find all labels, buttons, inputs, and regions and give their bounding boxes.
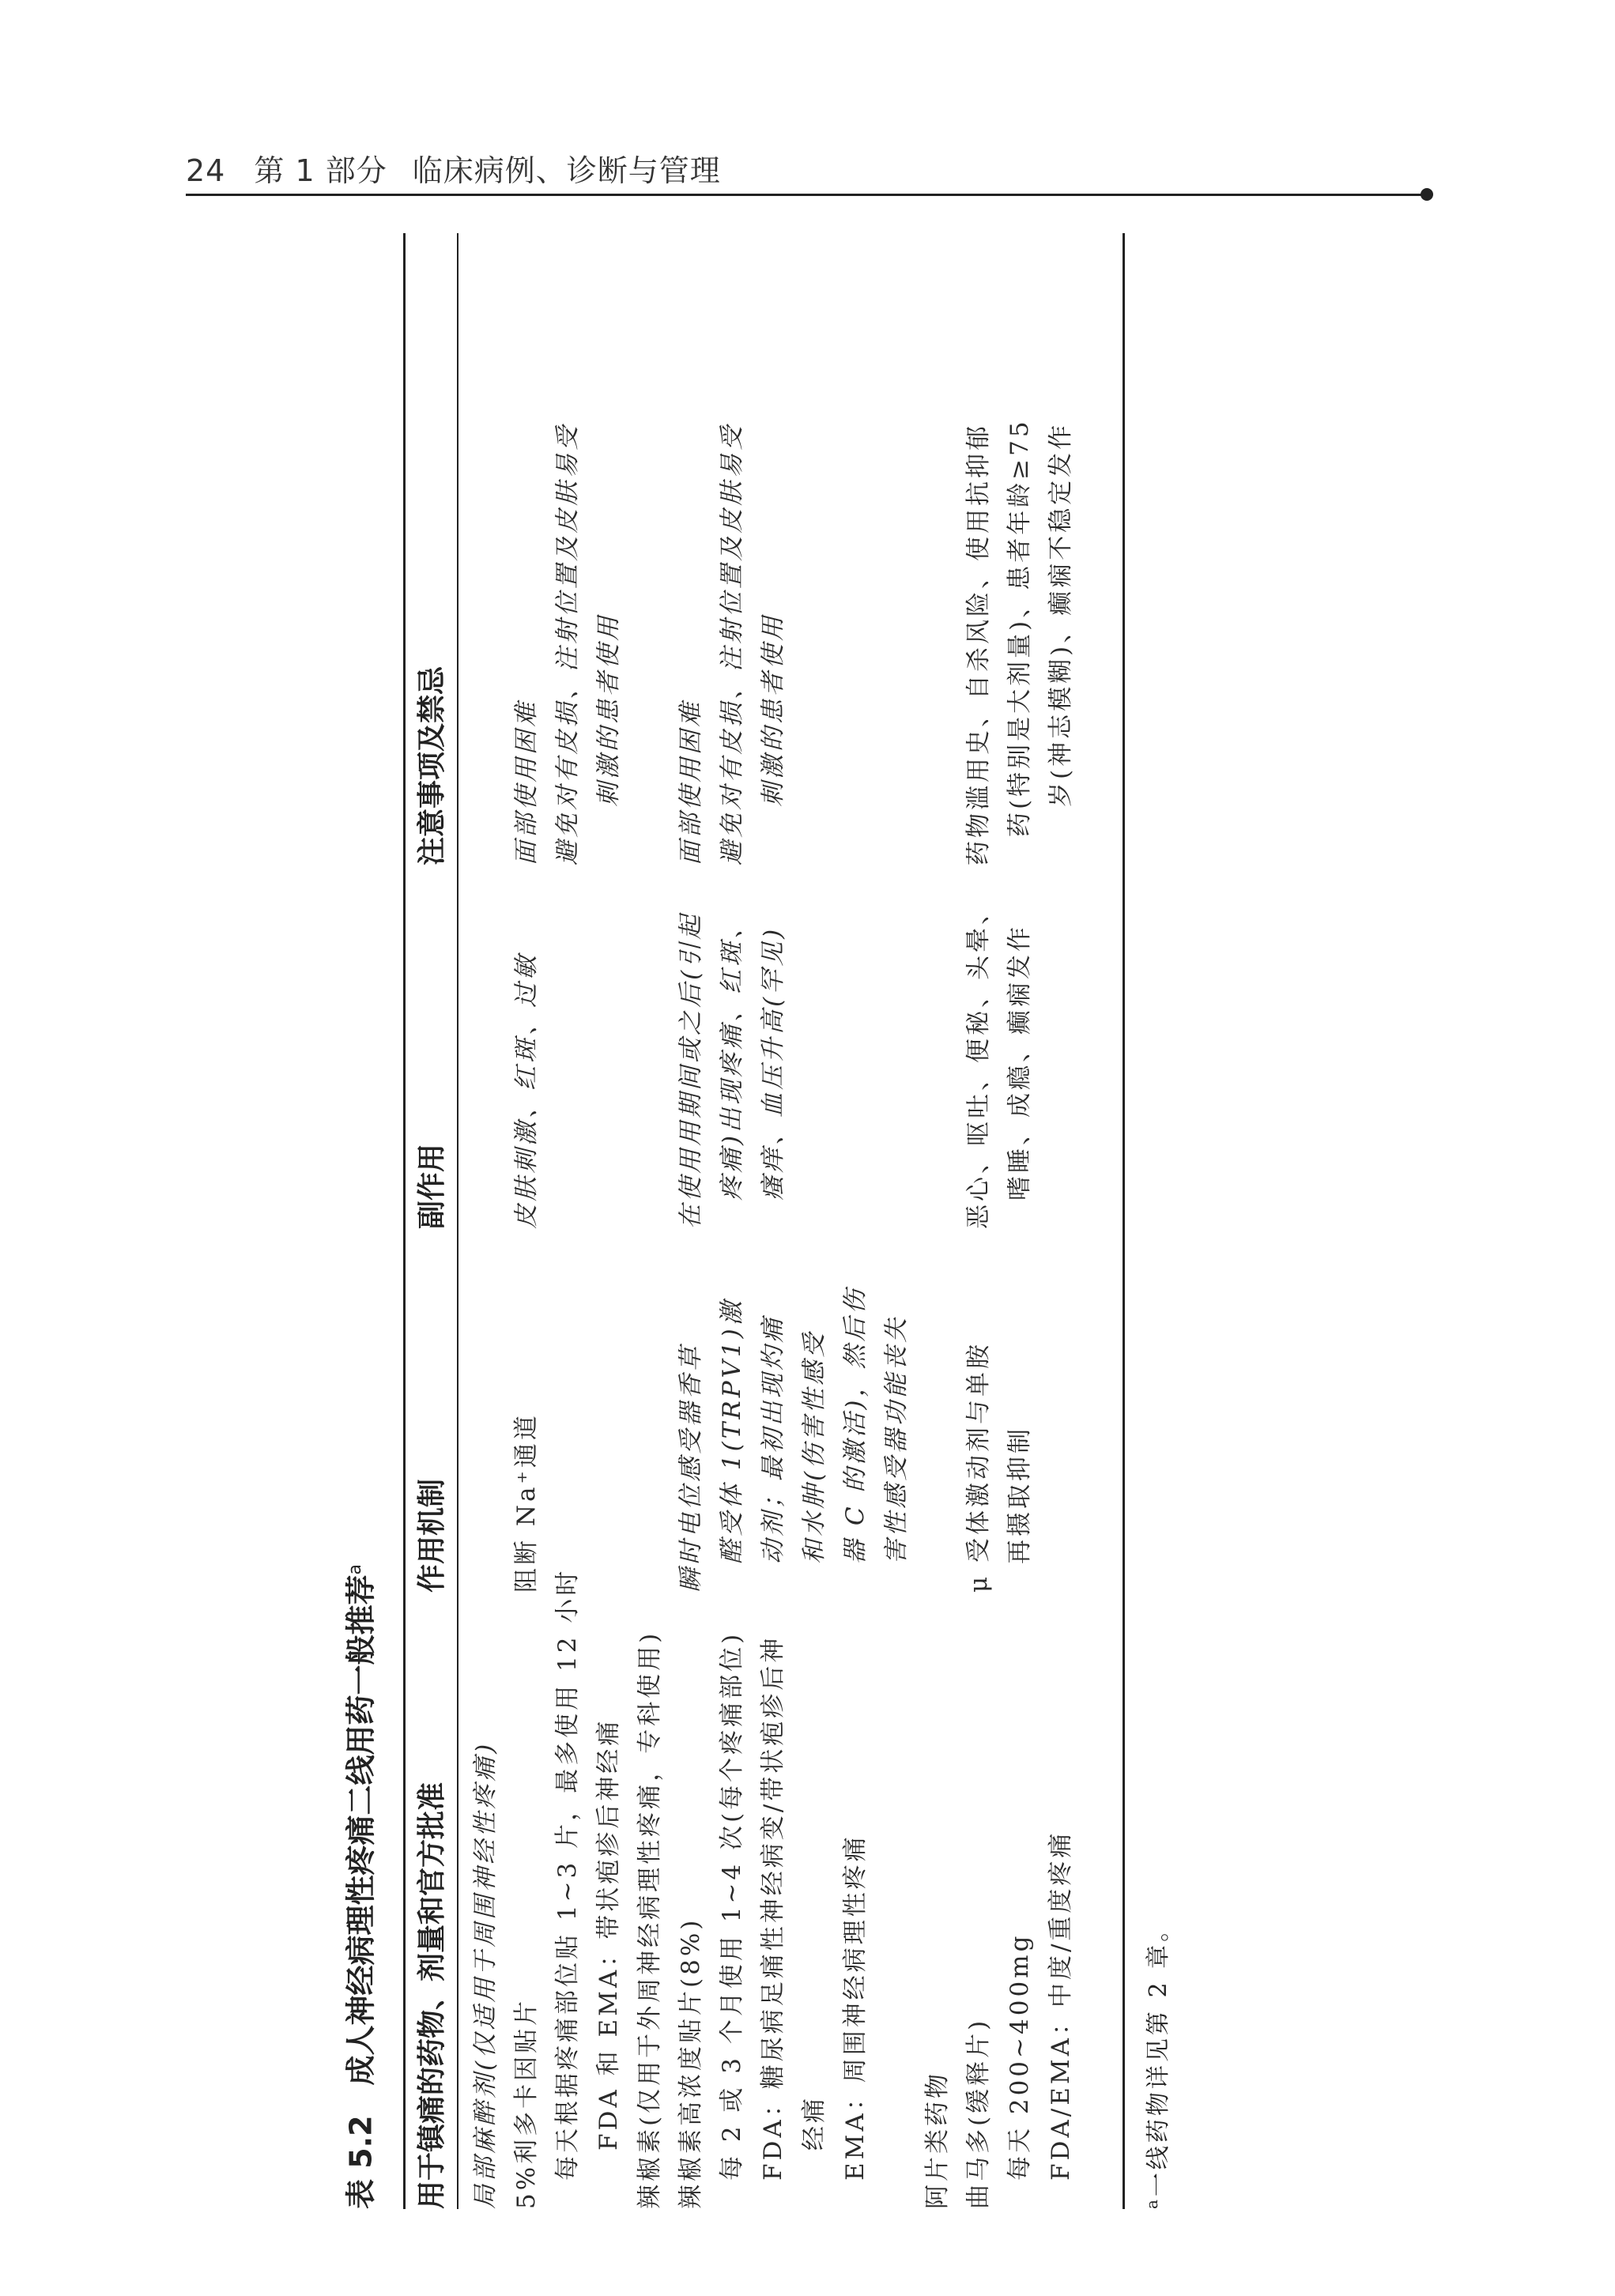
cell-line: 动剂；最初出现灼痛 <box>759 1315 787 1564</box>
cell-line: 药物滥用史、自杀风险、使用抗抑郁 <box>964 423 993 865</box>
cautions-cell <box>958 233 1081 865</box>
cell-line: 恶心、呕吐、便秘、头晕、 <box>964 897 993 1229</box>
part-label: 第 1 部分 <box>254 153 387 188</box>
column-header-mechanism: 作用机制 <box>416 1478 448 1593</box>
cell-line: 在使用用期间或之后(引起 <box>677 911 705 1229</box>
mechanism-cell <box>958 1229 1040 1593</box>
drug-cell <box>958 1608 1081 2209</box>
cell-line: 醛受体 1(TRPV1)激 <box>718 1298 746 1564</box>
page-number: 24 <box>186 153 226 188</box>
rotated-table-block <box>324 233 1241 2209</box>
footnote-mark: a <box>1142 2196 1161 2209</box>
running-header <box>186 146 721 190</box>
cell-line: 5%利多卡因贴片 <box>512 1997 541 2209</box>
side-effects-cell <box>670 865 794 1229</box>
side-effects-cell <box>506 865 547 1229</box>
cell-line: FDA：糖尿病足痛性神经病变/带状疱疹后神 <box>759 1634 787 2181</box>
table-caption <box>324 1564 387 2209</box>
cell-line: 每天 200~400mg <box>1006 1932 1034 2181</box>
cell-line: 皮肤刺激、红斑、过敏 <box>512 952 541 1229</box>
drug-category-capsaicin <box>629 1608 670 2209</box>
cell-line: 曲马多(缓释片) <box>964 2017 993 2209</box>
cell-line: 瞬时电位感受器香草 <box>677 1344 705 1593</box>
caption-text: 表 5.2 成人神经病理性疼痛二线用药一般推荐 <box>343 1574 379 2209</box>
cautions-cell <box>506 233 629 865</box>
cell-line: μ 受体激动剂与单胺 <box>964 1340 993 1593</box>
header-rule <box>186 194 1427 196</box>
cell-line: 经痛 <box>800 2095 828 2151</box>
side-effects-cell <box>958 865 1040 1229</box>
mechanism-cell <box>506 1229 547 1593</box>
cell-line: 面部使用困难 <box>677 699 705 865</box>
cell-line: 每 2 或 3 个月使用 1~4 次(每个疼痛部位) <box>718 1631 746 2181</box>
section-title: 临床病例、诊断与管理 <box>412 153 721 188</box>
drug-category-local-anesthetics <box>465 1608 506 2209</box>
table-bottom-rule <box>1123 233 1125 2209</box>
mechanism-cell <box>670 1229 917 1593</box>
cell-line: 害性感受器功能丧失 <box>882 1315 911 1564</box>
cell-line: 疼痛)出现疼痛、红斑、 <box>718 910 746 1201</box>
table-footnote <box>1138 1915 1173 2209</box>
table-header-row <box>409 233 455 2209</box>
footnote-text: 一线药物详见第 2 章。 <box>1145 1914 1172 2197</box>
cell-line: 辣椒素(仅用于外周神经病理性疼痛，专科使用) <box>636 1630 664 2209</box>
cell-line: FDA/EMA：中度/重度疼痛 <box>1047 1830 1075 2181</box>
header-rule-dot <box>1421 188 1433 201</box>
column-header-drug: 用于镇痛的药物、剂量和官方批准 <box>416 1781 448 2209</box>
cell-line: FDA 和 EMA：带状疱疹后神经痛 <box>594 1717 623 2151</box>
cell-line: 局部麻醉剂(仅适用于周围神经性疼痛) <box>471 1740 500 2209</box>
cell-line: 阿片类药物 <box>923 2071 952 2209</box>
cell-line: 再摄取抑制 <box>1006 1426 1034 1564</box>
drug-category-opioids <box>917 1608 958 2209</box>
cell-line: 辣椒素高浓度贴片(8%) <box>677 1917 705 2209</box>
cell-line: 嗜睡、成瘾、癫痫发作 <box>1006 924 1034 1201</box>
cell-line: 和水肿(伤害性感受 <box>800 1329 828 1564</box>
column-header-cautions: 注意事项及禁忌 <box>416 665 448 865</box>
cell-line: 阻断 Na⁺通道 <box>512 1412 541 1593</box>
cell-line: 刺激的患者使用 <box>594 613 623 807</box>
column-header-side-effects: 副作用 <box>416 1143 448 1229</box>
cell-line: 器 C 的激活)，然后伤 <box>841 1286 870 1564</box>
cell-line: 面部使用困难 <box>512 699 541 865</box>
cell-line: 药(特别是大剂量)、患者年龄≥75 <box>1006 418 1034 837</box>
cell-line: 瘙痒、血压升高(罕见) <box>759 926 787 1201</box>
drug-cell <box>670 1608 876 2209</box>
cautions-cell <box>670 233 794 865</box>
cell-line: 避免对有皮损、注射位置及皮肤易受 <box>553 423 582 865</box>
cell-line: EMA：周围神经病理性疼痛 <box>841 1834 870 2181</box>
table-top-rule <box>403 233 406 2209</box>
cell-line: 每天根据疼痛部位贴 1~3 片，最多使用 12 小时 <box>553 1567 582 2181</box>
cell-line: 岁(神志模糊)、癫痫不稳定发作 <box>1047 421 1075 807</box>
cell-line: 刺激的患者使用 <box>759 613 787 807</box>
table-header-rule <box>457 233 458 2209</box>
caption-footnote-mark: a <box>345 1563 365 1575</box>
drug-cell <box>506 1567 629 2209</box>
cell-line: 避免对有皮损、注射位置及皮肤易受 <box>718 423 746 865</box>
